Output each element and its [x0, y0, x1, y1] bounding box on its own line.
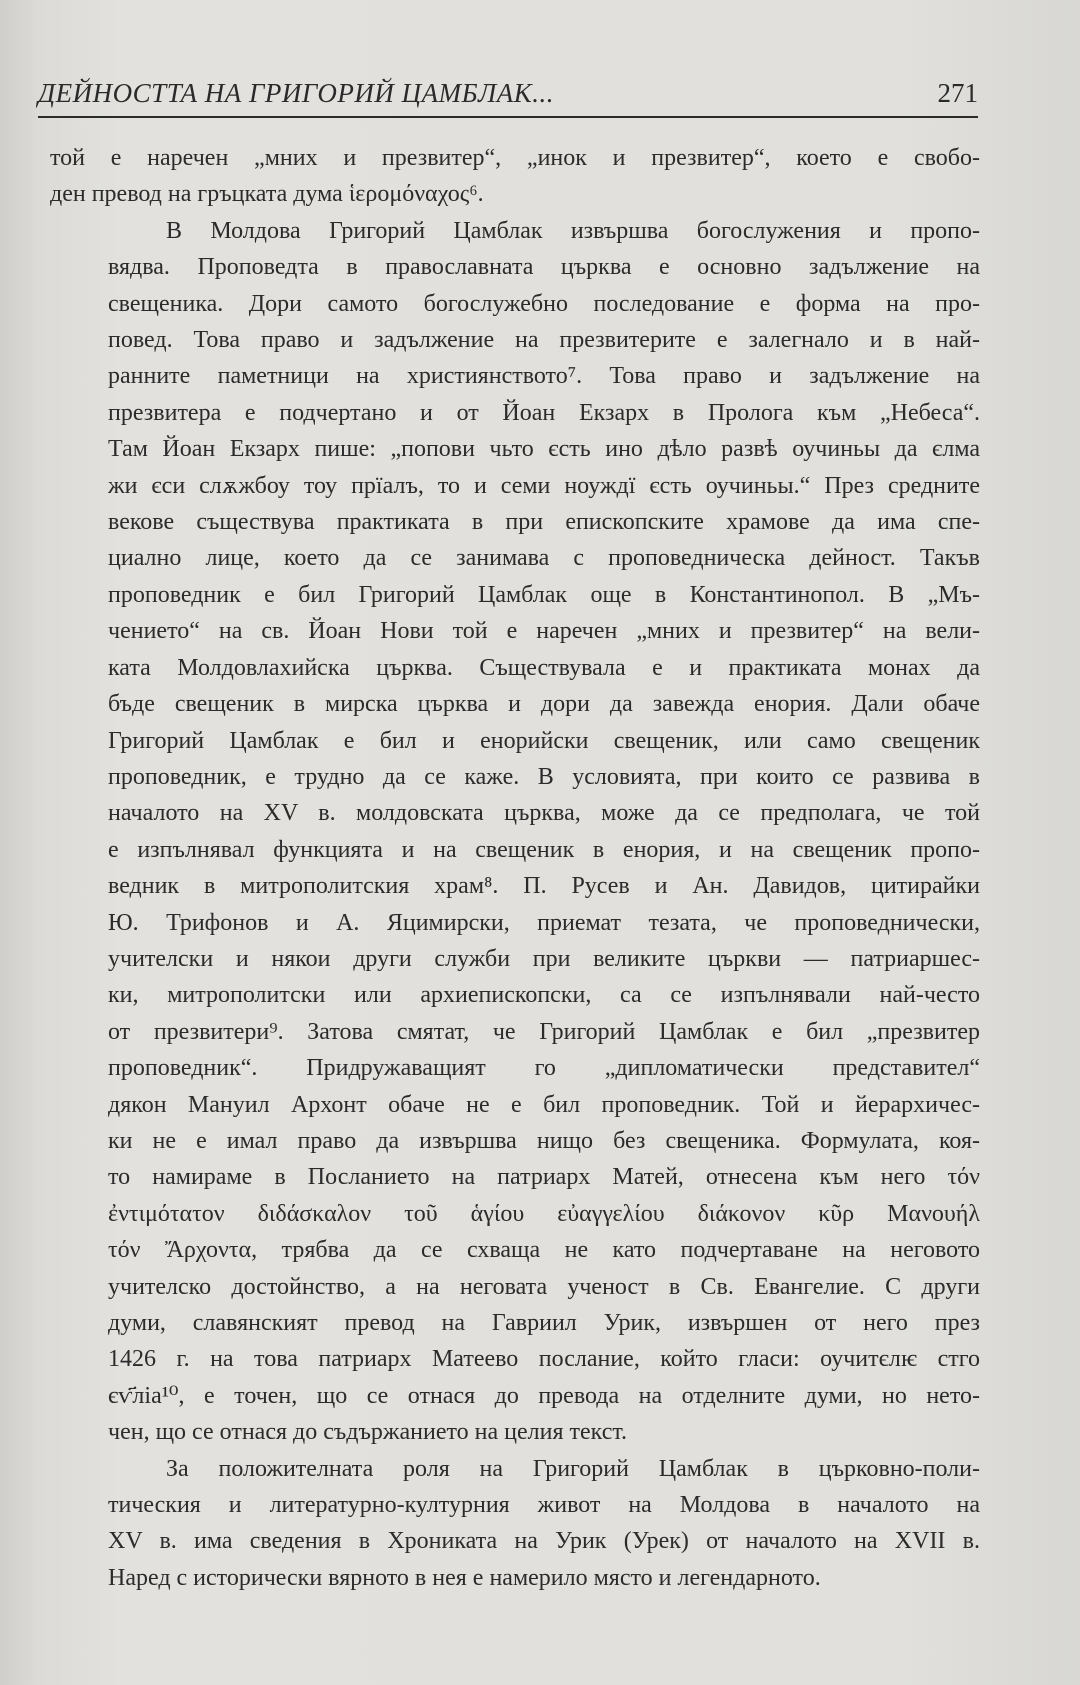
text-line: ведник в митрополитския храм⁸. П. Русев и Ан. Давидов, цитирайки	[108, 873, 980, 900]
text-line: проповедник, е трудно да се каже. В условията, при които се развива в	[108, 763, 980, 790]
text-line: ки не е имал право да извършва нищо без свещеника. Формулата, коя-	[108, 1127, 980, 1154]
text-line: ранните паметници на християнството⁷. Това право и задължение на	[108, 363, 980, 390]
text-line: учителско достойнство, а на неговата ученост в Св. Евангелие. С други	[108, 1273, 980, 1300]
text-line: єѵ҃ліа¹⁰, е точен, що се отнася до превода на отделните думи, но нето-	[108, 1382, 980, 1409]
text-line: ἐντιμότατον διδάσκαλον τοῦ ἁγίου εὐαγγελίου διάκονον κῦρ Μανουήλ	[108, 1200, 980, 1227]
text-line: бъде свещеник в мирска църква и дори да завежда енория. Дали обаче	[108, 691, 980, 718]
paragraph	[50, 1451, 980, 1597]
text-line: ки, митрополитски или архиепископски, са се изпълнявали най-често	[108, 982, 980, 1009]
text-line: Наред с исторически вярното в нея е намерило място и легендарното.	[108, 1564, 821, 1591]
text-line: учителски и някои други служби при великите църкви — патриаршес-	[108, 945, 980, 972]
paragraph	[50, 213, 980, 1451]
text-line: Ю. Трифонов и А. Яцимирски, приемат тезата, че проповеднически,	[108, 909, 980, 936]
text-line: вядва. Проповедта в православната църква е основно задължение на	[108, 254, 980, 281]
text-line: проповедник“. Придружаващият го „дипломатически представител“	[108, 1055, 980, 1082]
running-head: ДЕЙНОСТТА НА ГРИГОРИЙ ЦАМБЛАК...	[38, 78, 554, 108]
paragraph	[50, 140, 980, 213]
text-line: е изпълнявал функцията и на свещеник в енория, и на свещеник пропо-	[108, 836, 980, 863]
text-line: чението“ на св. Йоан Нови той е наречен „мних и презвитер“ на вели-	[108, 618, 980, 645]
text-line: началото на XV в. молдовската църква, може да се предполага, че той	[108, 800, 980, 827]
text-line: тическия и литературно-културния живот на Молдова в началото на	[108, 1492, 980, 1519]
text-line: от презвитери⁹. Затова смятат, че Григорий Цамблак е бил „презвитер	[108, 1018, 980, 1045]
text-line: чен, що се отнася до съдържанието на целия текст.	[108, 1419, 628, 1446]
text-line: той е наречен „мних и презвитер“, „инок и презвитер“, което е свобо-	[50, 145, 980, 171]
text-line: повед. Това право и задължение на презвитерите е залегнало и в най-	[108, 327, 980, 354]
body-text	[50, 140, 980, 1596]
text-line: XV в. има сведения в Хрониката на Урик (Урек) от началото на XVII в.	[108, 1528, 980, 1555]
text-line: дякон Мануил Архонт обаче не е бил проповедник. Той и йерархичес-	[108, 1091, 980, 1118]
text-line: проповедник е бил Григорий Цамблак още в Константинопол. В „Мъ-	[108, 581, 980, 608]
text-line: Григорий Цамблак е бил и енорийски свещеник, или само свещеник	[108, 727, 980, 754]
text-line: ката Молдовлахийска църква. Съществувала е и практиката монах да	[108, 654, 980, 681]
page-number: 271	[937, 78, 978, 108]
text-line: жи єси слѫжбоу тоу прїалъ, то и семи ноуждї єсть оучиньы.“ През средните	[108, 472, 980, 499]
text-line: свещеника. Дори самото богослужебно последование е форма на про-	[108, 290, 980, 317]
text-line: то намираме в Посланието на патриарх Матей, отнесена към него τόν	[108, 1164, 980, 1191]
text-line: презвитера е подчертано и от Йоан Екзарх в Пролога към „Небеса“.	[108, 399, 980, 426]
text-line: ден превод на гръцката дума ἱερομόναχος⁶.	[50, 181, 484, 208]
text-line: В Молдова Григорий Цамблак извършва богослужения и пропо-	[166, 217, 980, 244]
page-header	[38, 72, 978, 118]
text-line: 1426 г. на това патриарх Матеево послание, който гласи: оучитєлѥ стго	[108, 1346, 980, 1373]
text-line: векове съществува практиката в при епископските храмове да има спе-	[108, 509, 980, 536]
text-line: Там Йоан Екзарх пише: „попови чьто єсть ино дѣло развѣ оучиньы да єлма	[108, 436, 980, 463]
text-line: За положителната роля на Григорий Цамблак в църковно-поли-	[166, 1455, 980, 1482]
text-line: думи, славянският превод на Гавриил Урик, извършен от него през	[108, 1310, 980, 1336]
text-line: циално лице, което да се занимава с проповедническа дейност. Такъв	[108, 545, 980, 572]
text-line: τόν Ἄρχοντα, трябва да се схваща не като подчертаване на неговото	[108, 1237, 980, 1264]
